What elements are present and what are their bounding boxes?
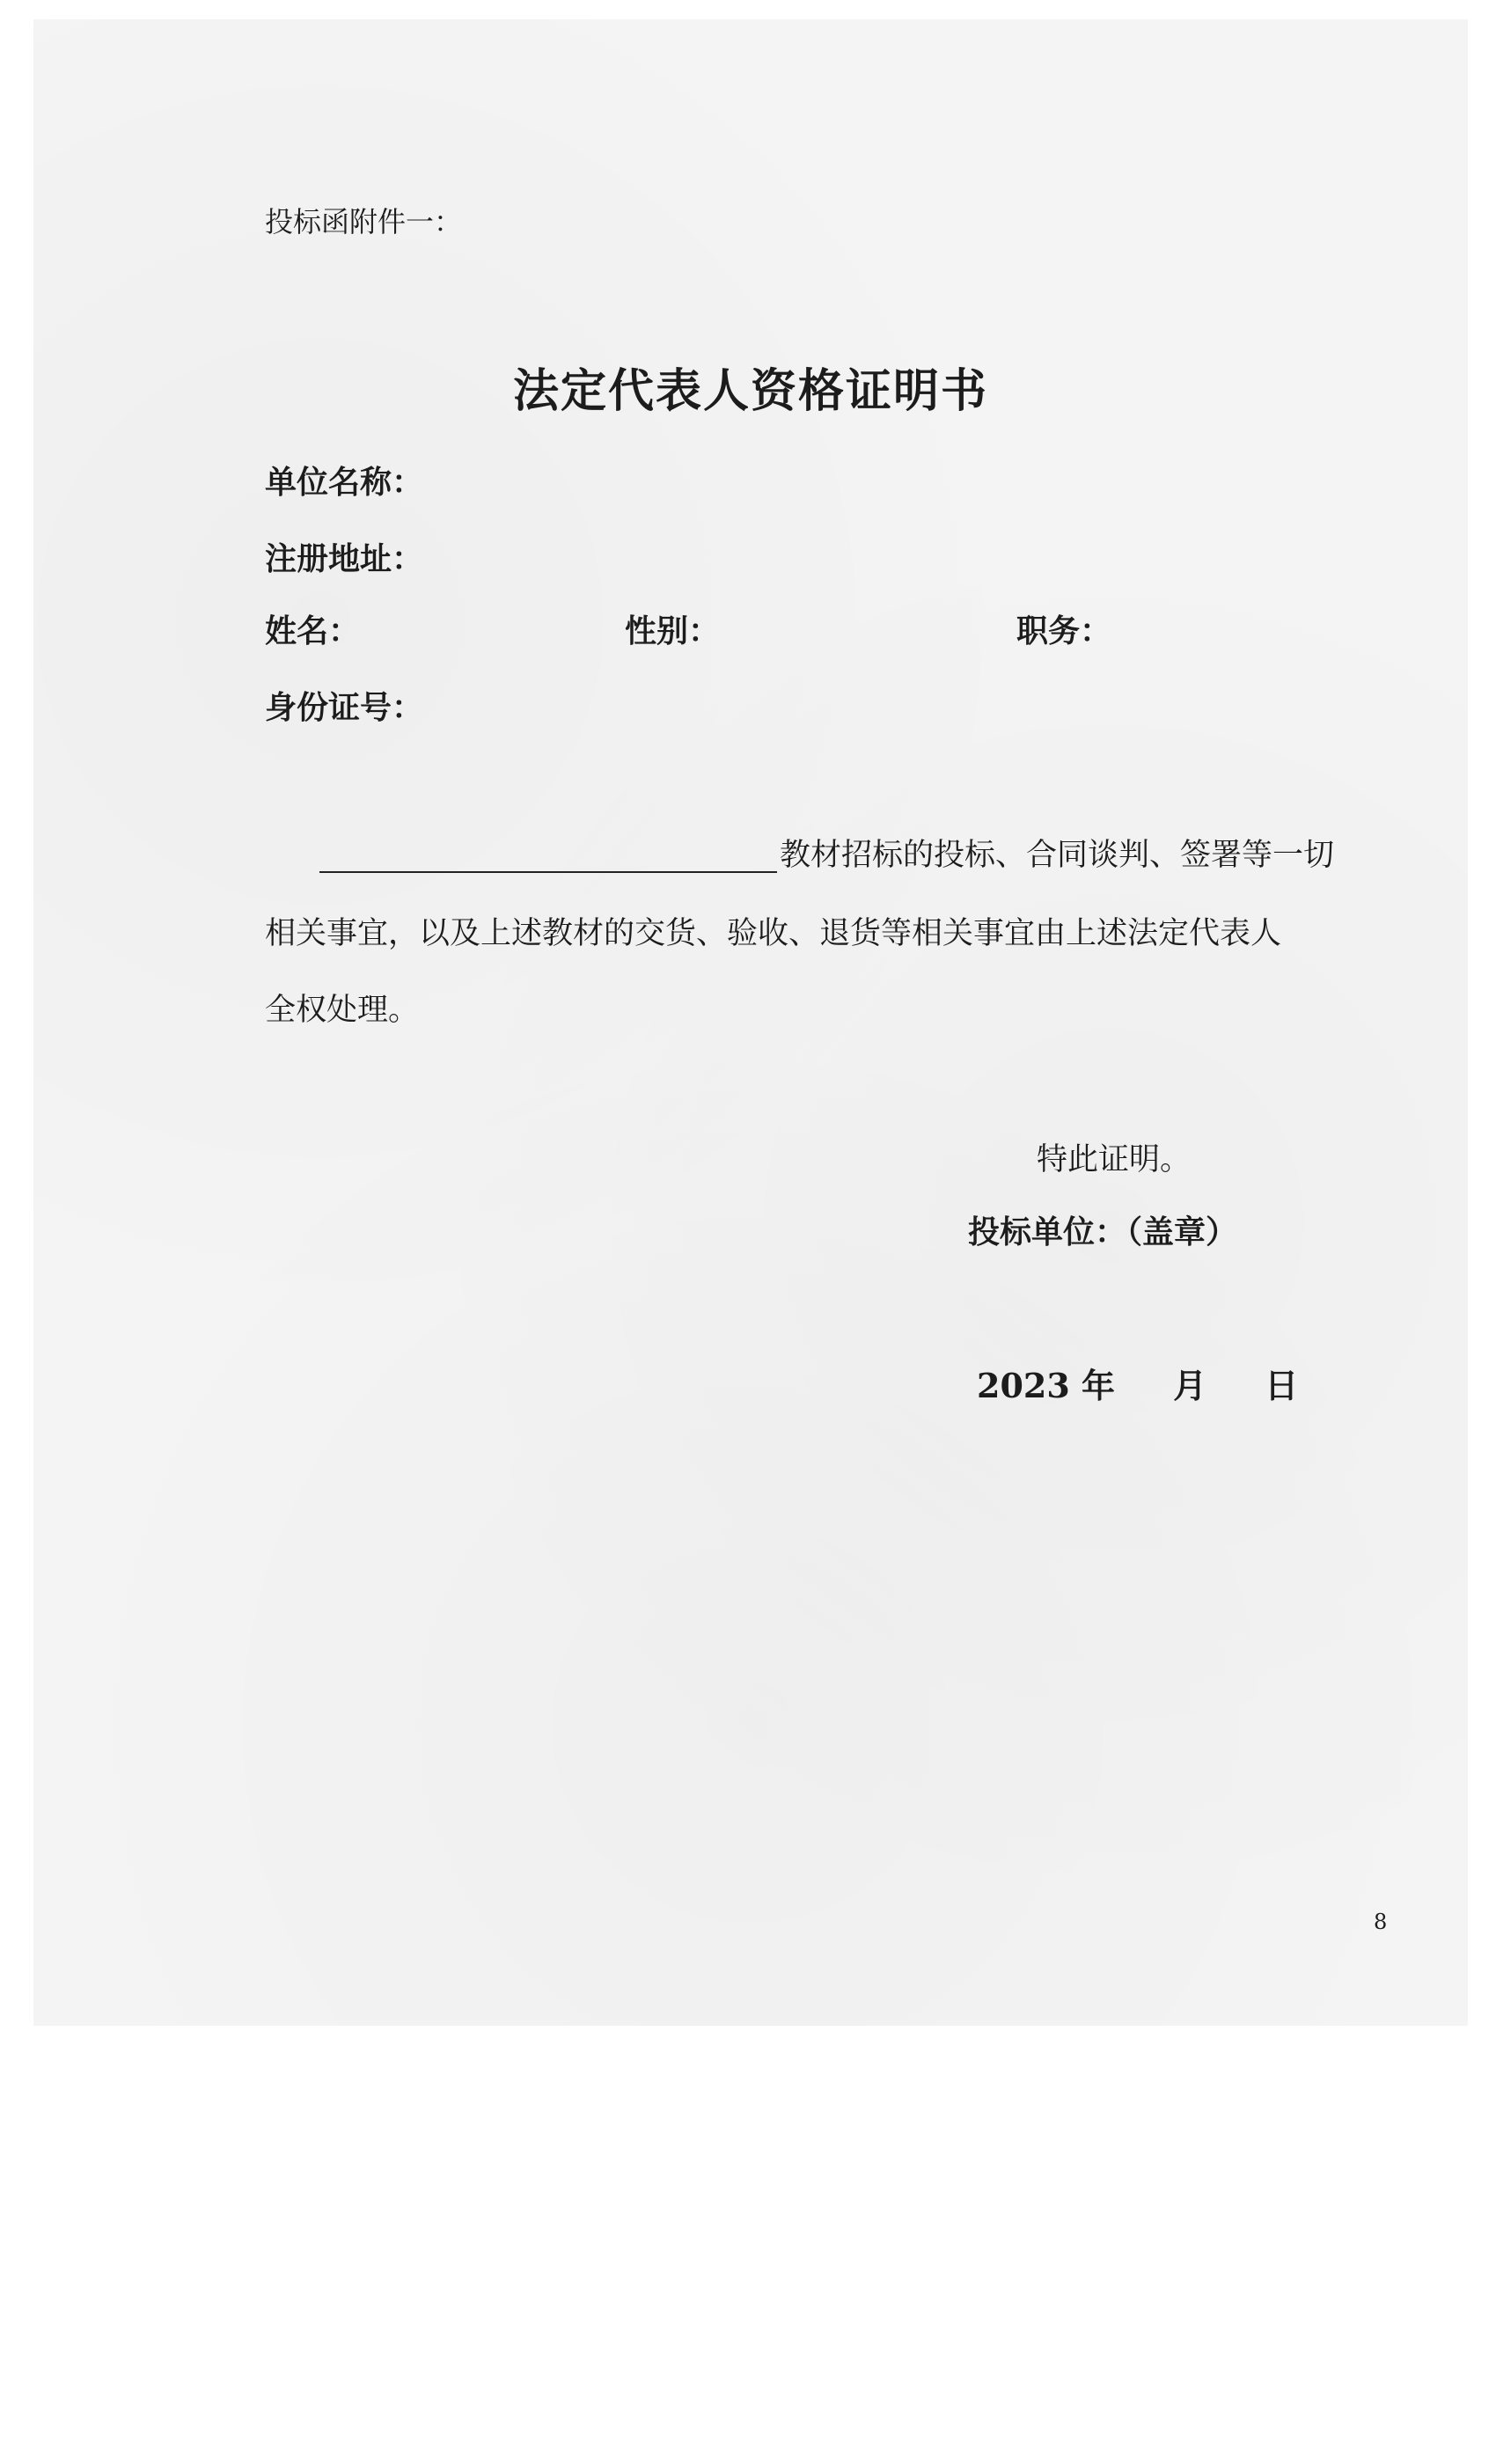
- field-position: 职务：: [1016, 612, 1112, 649]
- paragraph-line-1: 教材招标的投标、合同谈判、签署等一切: [780, 838, 1335, 873]
- bidder-seal-line: 投标单位：（盖章）: [968, 1214, 1238, 1250]
- certification-statement: 特此证明。: [1037, 1142, 1192, 1177]
- field-unit-name: 单位名称：: [265, 464, 424, 501]
- fill-in-blank-line: [319, 871, 777, 873]
- date-line: 2023 年 月 日: [977, 1366, 1299, 1405]
- attachment-label: 投标函附件一：: [265, 205, 463, 238]
- paragraph-line-2: 相关事宜，以及上述教材的交货、验收、退货等相关事宜由上述法定代表人: [265, 916, 1282, 951]
- page-number: 8: [1374, 1910, 1388, 1934]
- field-registered-address: 注册地址：: [265, 540, 424, 577]
- field-id-number: 身份证号：: [265, 689, 424, 726]
- document-title: 法定代表人资格证明书: [512, 364, 988, 418]
- paragraph-line-3: 全权处理。: [265, 993, 420, 1028]
- scanned-document-page: [33, 19, 1468, 2026]
- field-name: 姓名：: [265, 612, 361, 649]
- field-gender: 性别：: [625, 612, 721, 649]
